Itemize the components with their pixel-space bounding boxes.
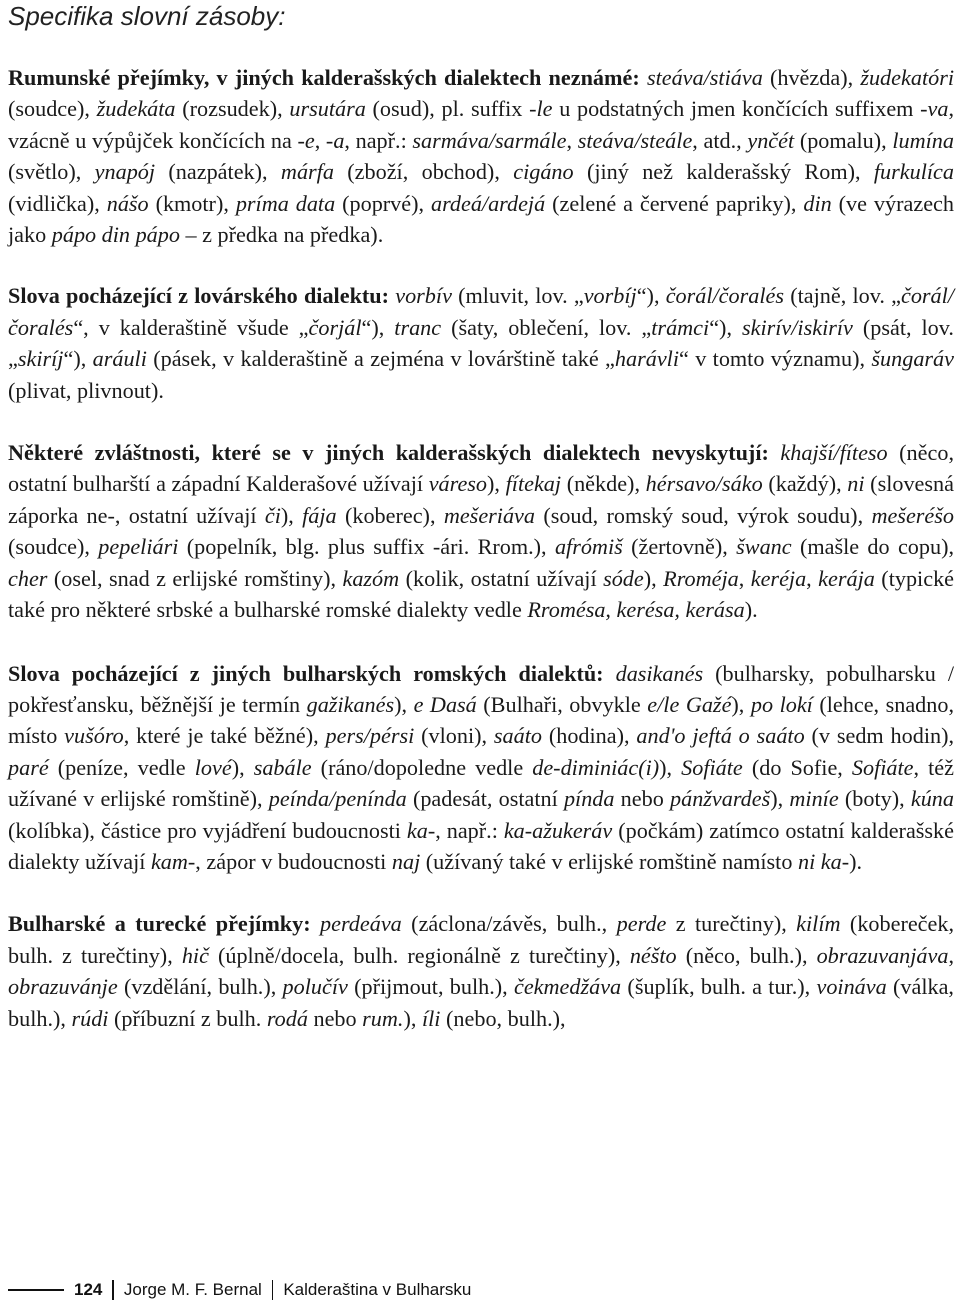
term-example: va (927, 96, 949, 122)
term-example: harávli (614, 346, 680, 372)
term-example: trámci (651, 314, 710, 340)
term-example: ynapój (94, 159, 156, 185)
paragraph-bulgarian-turkish-loans (8, 908, 954, 1034)
text-fragment: (pomalu), (794, 127, 893, 153)
term-example: márfa (280, 159, 334, 185)
text-fragment: (pásek, v kalderaštině a zejména v lovárštině také „ (146, 346, 615, 372)
text-fragment: (zelené a červené papriky), (545, 190, 804, 216)
term-example: ynčét (747, 127, 795, 153)
term-example: din (803, 190, 832, 216)
term-example: ka (406, 817, 428, 843)
text-fragment: (světlo), (8, 159, 95, 185)
term-example: afrómiš (554, 534, 623, 560)
text-fragment: , též užívané v erlijské romštině), (8, 754, 954, 812)
text-fragment: (něco, bulh.), (676, 942, 817, 968)
term-example: čorál/čoralés (8, 283, 954, 340)
term-example: vušóro (64, 723, 124, 749)
term-example: de-diminiác(i) (532, 754, 660, 780)
term-example: pepeliári (98, 534, 179, 560)
paragraph-lead: Některé zvláštnosti, které se v jiných kalderašských dialektech nevyskytují: (8, 440, 769, 466)
term-example: fája (302, 502, 337, 528)
text-fragment: , atd., (692, 127, 748, 153)
text-fragment: (žertovně), (622, 534, 737, 560)
paragraph-lovari-words (8, 280, 954, 406)
term-example: pánžvardeš (670, 786, 771, 812)
term-example: kerája (818, 565, 875, 591)
term-example: šwanc (736, 534, 792, 560)
text-fragment: (kolik, ostatní užívají (399, 565, 604, 591)
term-example: žudekáta (96, 96, 176, 122)
term-example: kazóm (342, 565, 400, 591)
text-fragment (604, 661, 616, 686)
text-fragment: ), (643, 565, 664, 591)
text-fragment: (přijmout, bulh.), (347, 974, 514, 1000)
text-fragment: (Bulhaři, obvykle (476, 691, 648, 717)
term-example: mešeréšo (871, 502, 955, 528)
text-fragment: (bulharsky, pobulharsku / pokřesťansku, běžnější je termín (8, 660, 954, 717)
text-fragment (640, 65, 647, 90)
text-fragment: (každý), (762, 471, 848, 497)
text-fragment: , které je také běžné), (123, 723, 326, 749)
term-example: žudekatóri (860, 65, 954, 90)
text-fragment: (kmotr), (148, 190, 236, 216)
text-fragment: (něco, ostatní bulharští a západní Kalderašové užívají (8, 440, 954, 497)
term-example: pápo din pápo (51, 222, 180, 248)
text-fragment: (hvězda), (762, 65, 861, 90)
term-example: príma data (235, 190, 336, 216)
text-fragment: “, v kalderaštině všude „ (73, 314, 309, 340)
term-example: lové (194, 754, 232, 780)
text-fragment: nebo (614, 786, 671, 812)
term-example: ni (847, 471, 865, 497)
text-fragment: (jiný než kalderašský Rom), (573, 159, 874, 185)
term-example: ursutára (289, 96, 366, 122)
term-example: či (264, 502, 281, 528)
term-example: váreso (428, 471, 488, 497)
footer-rule (8, 1289, 64, 1291)
text-fragment: (kolíbka), částice pro vyjádření budoucnosti (8, 817, 407, 843)
paragraph-peculiarities (8, 437, 954, 625)
term-example: dasikanés (615, 660, 704, 686)
text-fragment: z turečtiny), (666, 911, 797, 937)
term-example: kúna (910, 786, 954, 812)
text-fragment: ), (403, 1005, 422, 1031)
text-fragment: u podstatných jmen končících suffixem - (552, 96, 928, 122)
term-example: e (304, 127, 315, 153)
term-example: Sofiáte (851, 754, 914, 780)
text-fragment: (soudce), (8, 96, 97, 122)
text-fragment: (soud, romský soud, výrok soudu), (535, 502, 872, 528)
term-example: polučív (282, 974, 348, 1000)
term-example: perdeáva (320, 911, 402, 937)
term-example: Rromésa, kerésa, kerása (527, 597, 745, 623)
term-example: steáva/steále (577, 127, 693, 153)
text-fragment: (užívaný také v erlijské romštině namísto (420, 848, 798, 874)
text-fragment: (peníze, vedle (48, 754, 195, 780)
term-example: šungaráv (871, 346, 954, 372)
term-example: néšto (629, 942, 677, 968)
term-example: saáto (493, 723, 542, 749)
paragraph-lead: Rumunské přejímky, v jiných kalderašských dialektech neznámé: (8, 65, 640, 90)
term-example: skiríj (17, 346, 64, 372)
text-fragment: (tajně, lov. „ (784, 283, 901, 309)
text-fragment: , (566, 127, 578, 153)
term-example: cher (8, 565, 48, 591)
text-fragment: ). (744, 597, 758, 623)
term-example: pers/pérsi (325, 723, 415, 749)
term-example: fítekaj (505, 471, 562, 497)
paragraph-lead: Bulharské a turecké přejímky: (8, 911, 311, 937)
text-fragment: (typické také pro některé srbské a bulharské romské dialekty vedle (8, 565, 955, 623)
text-fragment: “), (709, 314, 742, 340)
text-fragment: (koberec), (336, 502, 444, 528)
text-fragment: ), (487, 471, 506, 497)
text-fragment: , např.: (344, 127, 413, 153)
term-example: ardeá/ardejá (430, 190, 546, 216)
text-fragment: (nebo, bulh.), (440, 1005, 566, 1031)
text-fragment (311, 911, 320, 936)
term-example: íli (421, 1005, 441, 1031)
text-fragment: (lehce, snadno, místo (8, 691, 955, 749)
text-fragment: (vzdělání, bulh.), (117, 974, 283, 1000)
text-fragment: ), (659, 754, 682, 780)
term-example: Rroméja (663, 565, 739, 591)
text-fragment: (poprvé), (335, 190, 431, 216)
term-example: voináva (816, 974, 887, 1000)
text-fragment: , (738, 565, 751, 591)
text-fragment: “), (361, 314, 395, 340)
term-example: čorál/čoralés (665, 283, 785, 309)
body-text (8, 62, 954, 1065)
text-fragment: (záclona/závěs, bulh., (401, 911, 617, 937)
term-example: Sofiáte (681, 754, 743, 780)
text-fragment: (boty), (838, 786, 911, 812)
text-fragment: (plivat, plivnout). (8, 377, 164, 403)
text-fragment: , (806, 565, 819, 591)
text-fragment: (mašle do copu), (791, 534, 955, 560)
term-example: furkulíca (873, 159, 954, 185)
term-example: obrazuvanjáva (816, 942, 949, 968)
text-fragment: (šuplík, bulh. a tur.), (621, 974, 817, 1000)
term-example: e/le Gažé (647, 691, 732, 717)
term-example: nášo (106, 190, 149, 216)
term-example: naj (391, 848, 421, 874)
term-example: peínda/penínda (268, 786, 407, 812)
term-example: mešeriáva (443, 502, 536, 528)
term-example: miníe (789, 786, 839, 812)
term-example: rúdi (71, 1005, 109, 1031)
text-fragment: (hodina), (542, 723, 637, 749)
term-example: a (333, 127, 345, 153)
text-fragment: (padesát, ostatní (406, 786, 564, 812)
paragraph-bulgarian-dialects (8, 658, 954, 878)
term-example: cigáno (513, 159, 574, 185)
paragraph-romanian-loans (8, 62, 954, 250)
paragraph-lead: Slova pocházející z lovárského dialektu: (8, 283, 390, 309)
page-number: 124 (74, 1280, 103, 1299)
term-example: ni ka (797, 848, 842, 874)
term-example: čekmedžáva (513, 974, 622, 1000)
term-example: pínda (563, 786, 615, 812)
text-fragment: (ve výrazech jako (8, 190, 954, 248)
term-example: le (536, 96, 553, 122)
page-footer (8, 1277, 471, 1303)
term-example: khajší/fíteso (780, 440, 888, 466)
text-fragment: -, zápor v budoucnosti (187, 848, 392, 874)
term-example: steáva/stiáva (646, 65, 763, 90)
text-fragment: , (948, 942, 955, 968)
text-fragment: (úplně/docela, bulh. regionálně z turečtiny), (208, 942, 630, 968)
text-fragment: ), (280, 502, 303, 528)
term-example: rodá (266, 1005, 308, 1031)
text-fragment: -). (841, 848, 863, 874)
text-fragment: ), (394, 691, 414, 717)
term-example: e Dasá (413, 691, 477, 717)
footer-author: Jorge M. F. Bernal (123, 1280, 262, 1299)
term-example: obrazuvánje (8, 974, 118, 1000)
text-fragment: -, např.: (427, 817, 504, 843)
term-example: vorbíj (583, 283, 637, 309)
text-fragment: (rozsudek), (175, 96, 290, 122)
text-fragment: (kobereček, bulh. z turečtiny), (8, 911, 955, 968)
text-fragment: “), (63, 346, 93, 372)
text-fragment: (mluvit, lov. „ (451, 283, 584, 309)
text-fragment: (příbuzní z bulh. (108, 1005, 267, 1031)
term-example: gažikanés (306, 691, 395, 717)
text-fragment: (vidlička), (8, 190, 107, 216)
text-fragment: (šaty, oblečení, lov. „ (441, 314, 652, 340)
term-example: skirív/iskirív (741, 314, 853, 340)
term-example: tranc (394, 314, 442, 340)
text-fragment: “), (636, 283, 666, 309)
text-fragment: (do Sofie, (742, 754, 852, 780)
text-fragment: , - (314, 127, 334, 153)
text-fragment: (osel, snad z erlijské romštiny), (47, 565, 343, 591)
term-example: ka-ažukeráv (503, 817, 613, 843)
text-fragment: (zboží, obchod), (333, 159, 514, 185)
text-fragment: (ráno/dopoledne vedle (311, 754, 533, 780)
text-fragment: (popelník, blg. plus suffix -ári. Rrom.), (178, 534, 555, 560)
text-fragment: (vloni), (414, 723, 494, 749)
term-example: rum. (362, 1005, 404, 1031)
term-example: perde (616, 911, 667, 937)
text-fragment: (válka, bulh.), (8, 974, 954, 1031)
term-example: sarmáva/sarmále (412, 127, 567, 153)
text-fragment: (v sedm hodin), (804, 723, 955, 749)
text-fragment: , vzácně u výpůjček končících na - (8, 96, 955, 153)
text-fragment: – z předka na předka). (179, 222, 384, 248)
paragraph-lead: Slova pocházející z jiných bulharských romských dialektů: (8, 660, 604, 686)
section-heading: Specifika slovní zásoby: (8, 1, 286, 31)
text-fragment: nebo (307, 1005, 363, 1031)
text-fragment: ), (770, 786, 790, 812)
term-example: sóde (603, 565, 644, 591)
term-example: čorjál (308, 314, 362, 340)
term-example: hérsavo/sáko (645, 471, 763, 497)
text-fragment: (psát, lov. „ (8, 314, 954, 372)
term-example: aráuli (92, 346, 147, 372)
term-example: kam (150, 848, 188, 874)
text-fragment: “ v tomto významu), (679, 346, 872, 372)
footer-separator (272, 1280, 274, 1300)
term-example: po lokí (750, 691, 813, 717)
text-fragment: (někde), (561, 471, 646, 497)
term-example: kilím (796, 911, 841, 937)
text-fragment: ), (731, 691, 751, 717)
term-example: paré (8, 754, 49, 780)
term-example: lumína (892, 127, 954, 153)
term-example: and'o jeftá o saáto (636, 723, 805, 749)
term-example: hič (181, 942, 209, 968)
footer-separator (112, 1280, 114, 1300)
text-fragment: (počkám) zatímco ostatní kalderašské dialekty užívají (8, 817, 955, 874)
text-fragment: (soudce), (8, 534, 99, 560)
text-fragment: (nazpátek), (155, 159, 281, 185)
term-example: keréja (750, 565, 807, 591)
footer-book-title: Kalderaština v Bulharsku (283, 1280, 472, 1299)
term-example: vorbív (395, 283, 452, 309)
text-fragment: ), (231, 754, 254, 780)
text-fragment (769, 440, 781, 465)
term-example: sabále (253, 754, 312, 780)
text-fragment: (osud), pl. suffix - (365, 96, 537, 122)
text-fragment: (slovesná záporka ne-, ostatní užívají (8, 471, 954, 528)
